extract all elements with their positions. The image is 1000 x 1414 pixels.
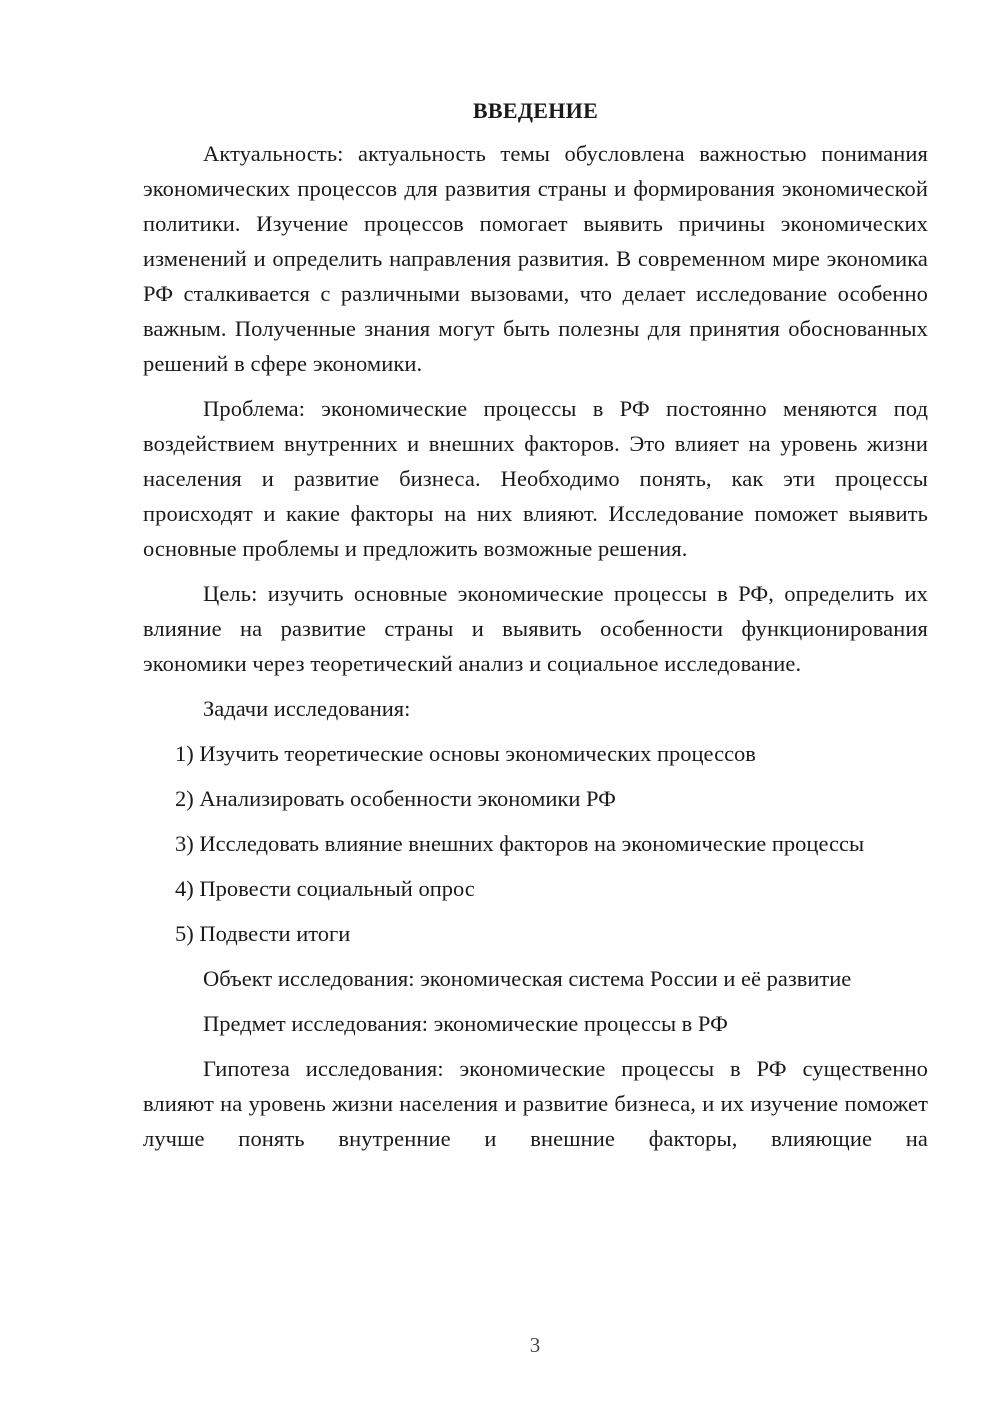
subject-line: Предмет исследования: экономические процессы в РФ (203, 1011, 728, 1036)
hypothesis-paragraph: Гипотеза исследования: экономические процессы в РФ существенно влияют на уровень жизни населения и развитие бизнеса, и их изучение поможет лучше понять внутренние и внешние факторы, влияющие на (143, 1056, 928, 1151)
task-item: 1) Изучить теоретические основы экономических процессов (175, 741, 756, 766)
relevance-paragraph: Актуальность: актуальность темы обусловлена важностью понимания экономических процессов для развития страны и формирования экономической политики. Изучение процессов помогает выявить причины экономических изменений и определить направления развития. В современном мире экономика РФ сталкивается с различными вызовами, что делает исследование особенно важным. Полученные знания могут быть полезны для принятия обоснованных решений в сфере экономики. (143, 141, 928, 376)
task-item: 5) Подвести итоги (175, 921, 351, 946)
document-page (143, 95, 928, 1166)
goal-paragraph: Цель: изучить основные экономические процессы в РФ, определить их влияние на развитие страны и выявить особенности функционирования экономики через теоретический анализ и социальное исследование. (143, 581, 928, 676)
problem-paragraph: Проблема: экономические процессы в РФ постоянно меняются под воздействием внутренних и внешних факторов. Это влияет на уровень жизни населения и развитие бизнеса. Необходимо понять, как эти процессы происходят и какие факторы на них влияют. Исследование поможет выявить основные проблемы и предложить возможные решения. (143, 396, 928, 561)
section-heading: ВВЕДЕНИЕ (472, 98, 599, 123)
task-item: 2) Анализировать особенности экономики РФ (175, 786, 616, 811)
page-number: 3 (529, 1333, 541, 1357)
task-item: 3) Исследовать влияние внешних факторов на экономические процессы (175, 831, 865, 856)
tasks-title: Задачи исследования: (203, 696, 411, 721)
task-item: 4) Провести социальный опрос (175, 876, 475, 901)
object-line: Объект исследования: экономическая система России и её развитие (203, 966, 852, 991)
